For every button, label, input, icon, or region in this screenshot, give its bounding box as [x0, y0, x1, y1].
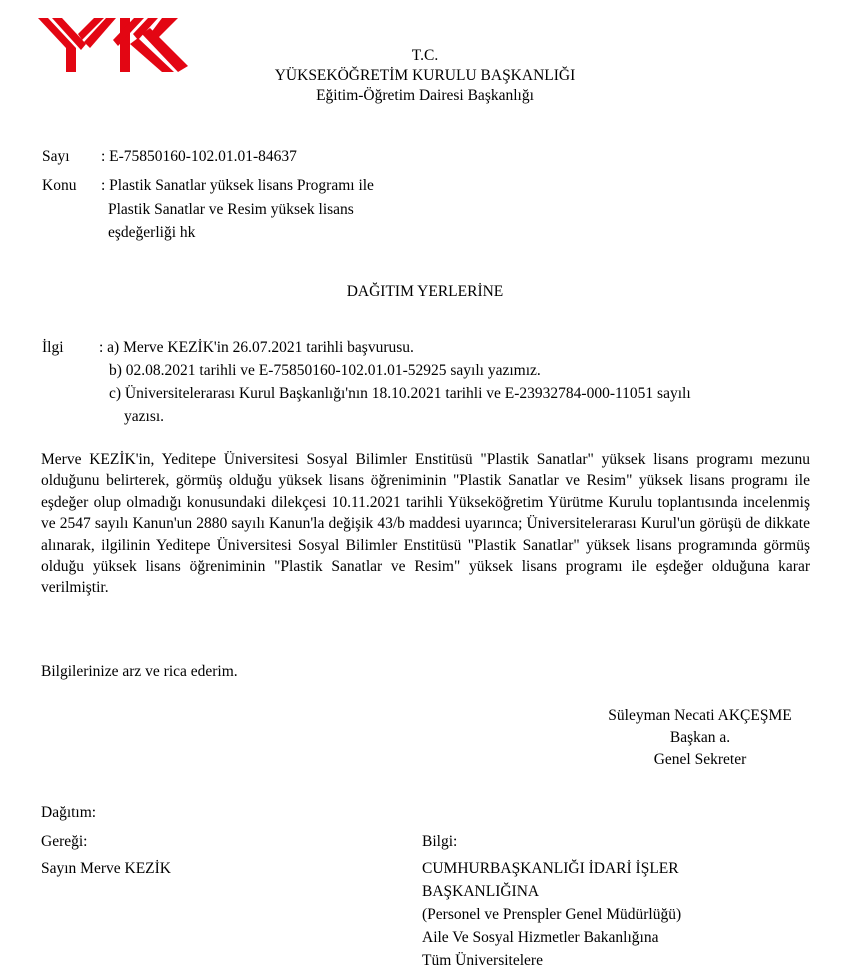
bilgi-item: Tüm Üniversitelere	[422, 952, 543, 969]
ilgi-item-c-cont: yazısı.	[124, 408, 165, 425]
header-tc: T.C.	[411, 47, 439, 64]
konu-line-1: : Plastik Sanatlar yüksek lisans Programı ile	[101, 177, 374, 194]
bilgi-item: BAŞKANLIĞINA	[422, 883, 540, 900]
sayi-value: : E-75850160-102.01.01-84637	[101, 148, 297, 165]
body-paragraph: Merve KEZİK'in, Yeditepe Üniversitesi Sosyal Bilimler Enstitüsü "Plastik Sanatlar" yüksek lisans programı mezunu olduğunu belirterek, görmüş olduğu yüksek lisans öğreniminin "Plastik Sanatlar ve Resim" yüksek lisans programı ile eşdeğer olup olmadığı konusundaki dilekçesi 10.11.2021 tarihli Yükseköğretim Yürütme Kurulu toplantısında incelenmiş ve 2547 sayılı Kanun'un 2880 sayılı Kanun'la değişik 43/b maddesi uyarınca; Üniversitelerarası Kurul'un görüşü de dikkate alınarak, ilgilinin Yeditepe Üniversitesi Sosyal Bilimler Enstitüsü "Plastik Sanatlar" yüksek lisans programında görmüş olduğu yüksek lisans öğreniminin "Plastik Sanatlar ve Resim" yüksek lisans programı ile eşdeğer olduğuna karar verilmiştir.	[41, 451, 810, 597]
ilgi-label: İlgi	[42, 339, 64, 356]
ilgi-item-a: : a) Merve KEZİK'in 26.07.2021 tarihli başvurusu.	[99, 339, 414, 356]
bilgi-label: Bilgi:	[422, 833, 458, 850]
recipient-heading: DAĞITIM YERLERİNE	[346, 283, 504, 300]
signature-block	[560, 705, 840, 771]
konu-line-3: eşdeğerliği hk	[108, 224, 196, 241]
distribution-heading: Dağıtım:	[41, 804, 97, 821]
signer-title-2: Genel Sekreter	[653, 751, 747, 768]
signer-title-1: Başkan a.	[669, 729, 731, 746]
ilgi-item-c: c) Üniversitelerarası Kurul Başkanlığı'nın 18.10.2021 tarihli ve E-23932784-000-11051 sayılı	[109, 385, 691, 402]
geregi-label: Gereği:	[41, 833, 88, 850]
signer-name: Süleyman Necati AKÇEŞME	[608, 707, 792, 724]
header-department: Eğitim-Öğretim Dairesi Başkanlığı	[316, 87, 534, 104]
konu-line-2: Plastik Sanatlar ve Resim yüksek lisans	[108, 201, 354, 218]
closing-line: Bilgilerinize arz ve rica ederim.	[41, 663, 238, 680]
bilgi-item: (Personel ve Prenspler Genel Müdürlüğü)	[422, 906, 682, 923]
ilgi-item-b: b) 02.08.2021 tarihli ve E-75850160-102.01.01-52925 sayılı yazımız.	[109, 362, 541, 379]
bilgi-item: CUMHURBAŞKANLIĞI İDARİ İŞLER	[422, 860, 679, 877]
sayi-label: Sayı	[42, 148, 70, 165]
konu-label: Konu	[42, 177, 77, 194]
bilgi-item: Aile Ve Sosyal Hizmetler Bakanlığına	[422, 929, 659, 946]
geregi-item: Sayın Merve KEZİK	[41, 860, 171, 877]
document-header	[0, 46, 850, 106]
header-institution: YÜKSEKÖĞRETİM KURULU BAŞKANLIĞI	[274, 67, 576, 84]
